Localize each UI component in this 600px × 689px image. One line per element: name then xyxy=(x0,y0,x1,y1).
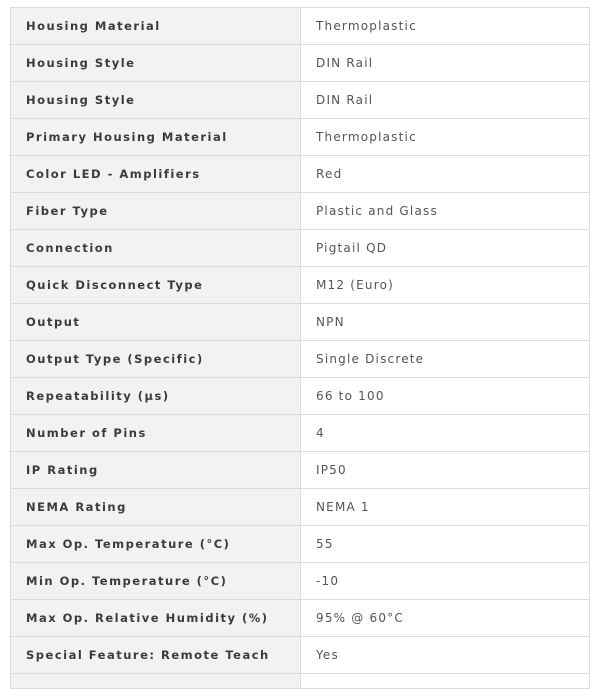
table-row xyxy=(11,8,590,45)
specifications-table xyxy=(10,7,590,689)
spec-value: NEMA 1 xyxy=(301,489,590,526)
spec-label: Housing Style xyxy=(11,82,301,119)
table-row xyxy=(11,304,590,341)
table-row xyxy=(11,452,590,489)
spec-label: Repeatability (µs) xyxy=(11,378,301,415)
table-row xyxy=(11,600,590,637)
table-row xyxy=(11,82,590,119)
spec-value: 66 to 100 xyxy=(301,378,590,415)
spec-label: Special Feature: Remote Teach xyxy=(11,637,301,674)
table-row-partial xyxy=(11,674,590,689)
spec-value: Pigtail QD xyxy=(301,230,590,267)
spec-value: IP50 xyxy=(301,452,590,489)
table-row xyxy=(11,156,590,193)
spec-value: Plastic and Glass xyxy=(301,193,590,230)
table-row xyxy=(11,489,590,526)
spec-value: NPN xyxy=(301,304,590,341)
table-row xyxy=(11,45,590,82)
spec-label: Quick Disconnect Type xyxy=(11,267,301,304)
spec-label: Color LED - Amplifiers xyxy=(11,156,301,193)
spec-label: Min Op. Temperature (°C) xyxy=(11,563,301,600)
spec-label-empty xyxy=(11,674,301,689)
spec-label: Number of Pins xyxy=(11,415,301,452)
spec-label: IP Rating xyxy=(11,452,301,489)
table-row xyxy=(11,341,590,378)
spec-label: Housing Style xyxy=(11,45,301,82)
spec-label: Connection xyxy=(11,230,301,267)
spec-value: DIN Rail xyxy=(301,82,590,119)
spec-value: Yes xyxy=(301,637,590,674)
spec-value: 4 xyxy=(301,415,590,452)
table-row xyxy=(11,119,590,156)
spec-value: Single Discrete xyxy=(301,341,590,378)
spec-label: Primary Housing Material xyxy=(11,119,301,156)
spec-label: Max Op. Relative Humidity (%) xyxy=(11,600,301,637)
spec-label: Output xyxy=(11,304,301,341)
spec-value: M12 (Euro) xyxy=(301,267,590,304)
spec-label: NEMA Rating xyxy=(11,489,301,526)
spec-value: Red xyxy=(301,156,590,193)
specifications-table-body xyxy=(11,8,590,689)
spec-value: 95% @ 60°C xyxy=(301,600,590,637)
spec-value: -10 xyxy=(301,563,590,600)
spec-value: Thermoplastic xyxy=(301,119,590,156)
table-row xyxy=(11,378,590,415)
spec-value: 55 xyxy=(301,526,590,563)
table-row xyxy=(11,415,590,452)
spec-label: Fiber Type xyxy=(11,193,301,230)
table-row xyxy=(11,637,590,674)
table-row xyxy=(11,267,590,304)
table-row xyxy=(11,526,590,563)
spec-value: DIN Rail xyxy=(301,45,590,82)
spec-value: Thermoplastic xyxy=(301,8,590,45)
spec-value-empty xyxy=(301,674,590,689)
spec-label: Max Op. Temperature (°C) xyxy=(11,526,301,563)
table-row xyxy=(11,563,590,600)
table-row xyxy=(11,193,590,230)
spec-label: Output Type (Specific) xyxy=(11,341,301,378)
table-row xyxy=(11,230,590,267)
spec-label: Housing Material xyxy=(11,8,301,45)
